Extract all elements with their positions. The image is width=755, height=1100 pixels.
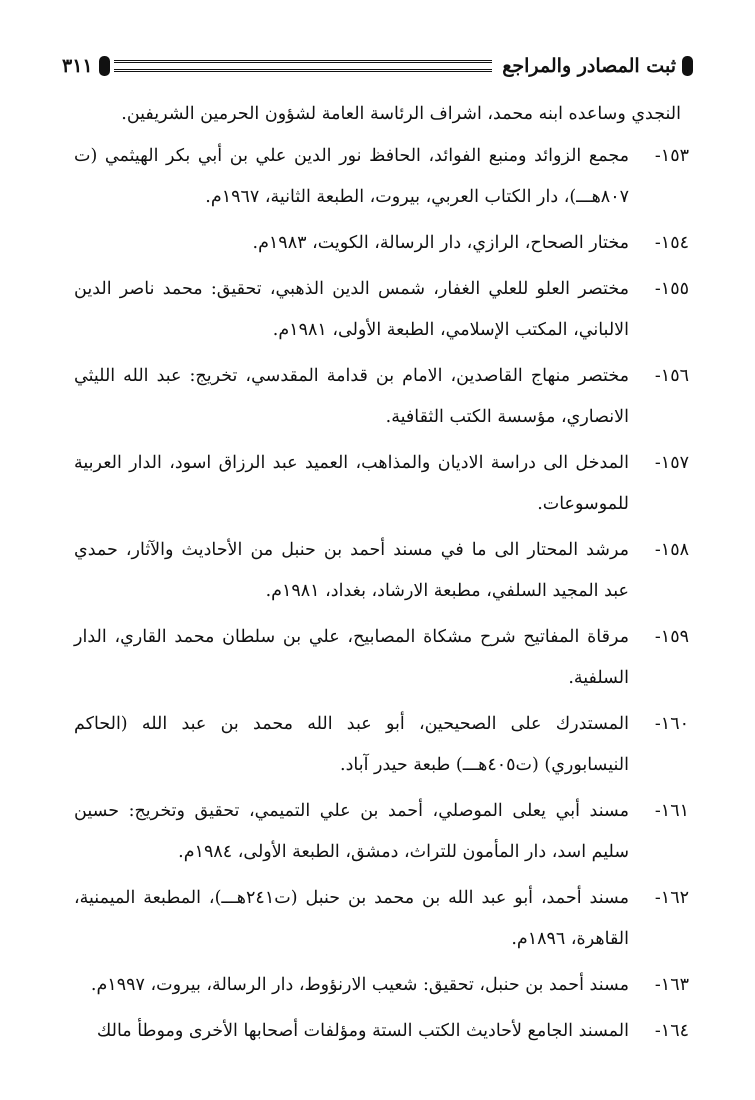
entry-number: ١٥٣- bbox=[654, 146, 689, 166]
page-header bbox=[62, 46, 693, 86]
bibliography-entry bbox=[74, 704, 689, 786]
entry-number: ١٥٦- bbox=[654, 366, 689, 386]
bibliography-entry bbox=[74, 223, 689, 264]
bibliography-entry bbox=[74, 269, 689, 351]
entry-text: مختصر منهاج القاصدين، الامام بن قدامة المقدسي، تخريج: عبد الله الليثي الانصاري، مؤسسة الكتب الثقافية. bbox=[74, 366, 629, 427]
bibliography-entry bbox=[74, 617, 689, 699]
bibliography-entry bbox=[74, 791, 689, 873]
header-ornament-left bbox=[99, 56, 110, 76]
entry-number: ١٦٢- bbox=[654, 888, 689, 908]
entry-text: مسند أحمد بن حنبل، تحقيق: شعيب الارنؤوط، دار الرسالة، بيروت، ١٩٩٧م. bbox=[90, 975, 629, 995]
entry-number: ١٥٨- bbox=[654, 540, 689, 560]
entry-number: ١٦٣- bbox=[654, 975, 689, 995]
bibliography-entry bbox=[74, 356, 689, 438]
entry-number: ١٦٠- bbox=[654, 714, 689, 734]
page-number: ٣١١ bbox=[62, 55, 93, 77]
entry-text: مجمع الزوائد ومنبع الفوائد، الحافظ نور الدين علي بن أبي بكر الهيثمي (ت ٨٠٧هـــ)، دار الكتاب العربي، بيروت، الطبعة الثانية، ١٩٦٧م. bbox=[74, 146, 629, 207]
entry-text: مختار الصحاح، الرازي، دار الرسالة، الكويت، ١٩٨٣م. bbox=[252, 233, 629, 253]
bibliography-entry bbox=[74, 965, 689, 1006]
entry-text: مرقاة المفاتيح شرح مشكاة المصابيح، علي بن سلطان محمد القاري، الدار السلفية. bbox=[74, 627, 629, 688]
bibliography-entry bbox=[74, 136, 689, 218]
entry-number: ١٦٤- bbox=[654, 1021, 689, 1041]
entry-number: ١٥٥- bbox=[654, 279, 689, 299]
entry-text: المدخل الى دراسة الاديان والمذاهب، العميد عبد الرزاق اسود، الدار العربية للموسوعات. bbox=[74, 453, 629, 514]
bibliography-list bbox=[74, 92, 689, 1057]
bibliography-entry bbox=[74, 1011, 689, 1052]
entry-text: مسند أحمد، أبو عبد الله بن محمد بن حنبل (ت٢٤١هـــ)، المطبعة الميمنية، القاهرة، ١٨٩٦م. bbox=[74, 888, 629, 949]
bibliography-entry bbox=[74, 530, 689, 612]
entry-text: المسند الجامع لأحاديث الكتب الستة ومؤلفات أصحابها الأخرى وموطأ مالك bbox=[96, 1021, 629, 1041]
entry-text: المستدرك على الصحيحين، أبو عبد الله محمد بن عبد الله (الحاكم النيسابوري) (ت٤٠٥هـــ) طبعة حيدر آباد. bbox=[74, 714, 629, 775]
running-title: ثبت المصادر والمراجع bbox=[502, 55, 676, 77]
entry-text: مختصر العلو للعلي الغفار، شمس الدين الذهبي، تحقيق: محمد ناصر الدين الالباني، المكتب الإسلامي، الطبعة الأولى، ١٩٨١م. bbox=[74, 279, 629, 340]
entry-text: مسند أبي يعلى الموصلي، أحمد بن علي التميمي، تحقيق وتخريج: حسين سليم اسد، دار المأمون للتراث، دمشق، الطبعة الأولى، ١٩٨٤م. bbox=[74, 801, 629, 862]
bibliography-entry bbox=[74, 443, 689, 525]
bibliography-entry bbox=[74, 878, 689, 960]
entry-number: ١٦١- bbox=[654, 801, 689, 821]
entry-number: ١٥٤- bbox=[654, 233, 689, 253]
header-ornament-right bbox=[682, 56, 693, 76]
entry-text: مرشد المحتار الى ما في مسند أحمد بن حنبل من الأحاديث والآثار، حمدي عبد المجيد السلفي، مطبعة الارشاد، بغداد، ١٩٨١م. bbox=[74, 540, 629, 601]
continuation-line: النجدي وساعده ابنه محمد، اشراف الرئاسة العامة لشؤون الحرمين الشريفين. bbox=[121, 104, 681, 124]
header-rule bbox=[114, 60, 493, 72]
entry-number: ١٥٩- bbox=[654, 627, 689, 647]
entry-number: ١٥٧- bbox=[654, 453, 689, 473]
